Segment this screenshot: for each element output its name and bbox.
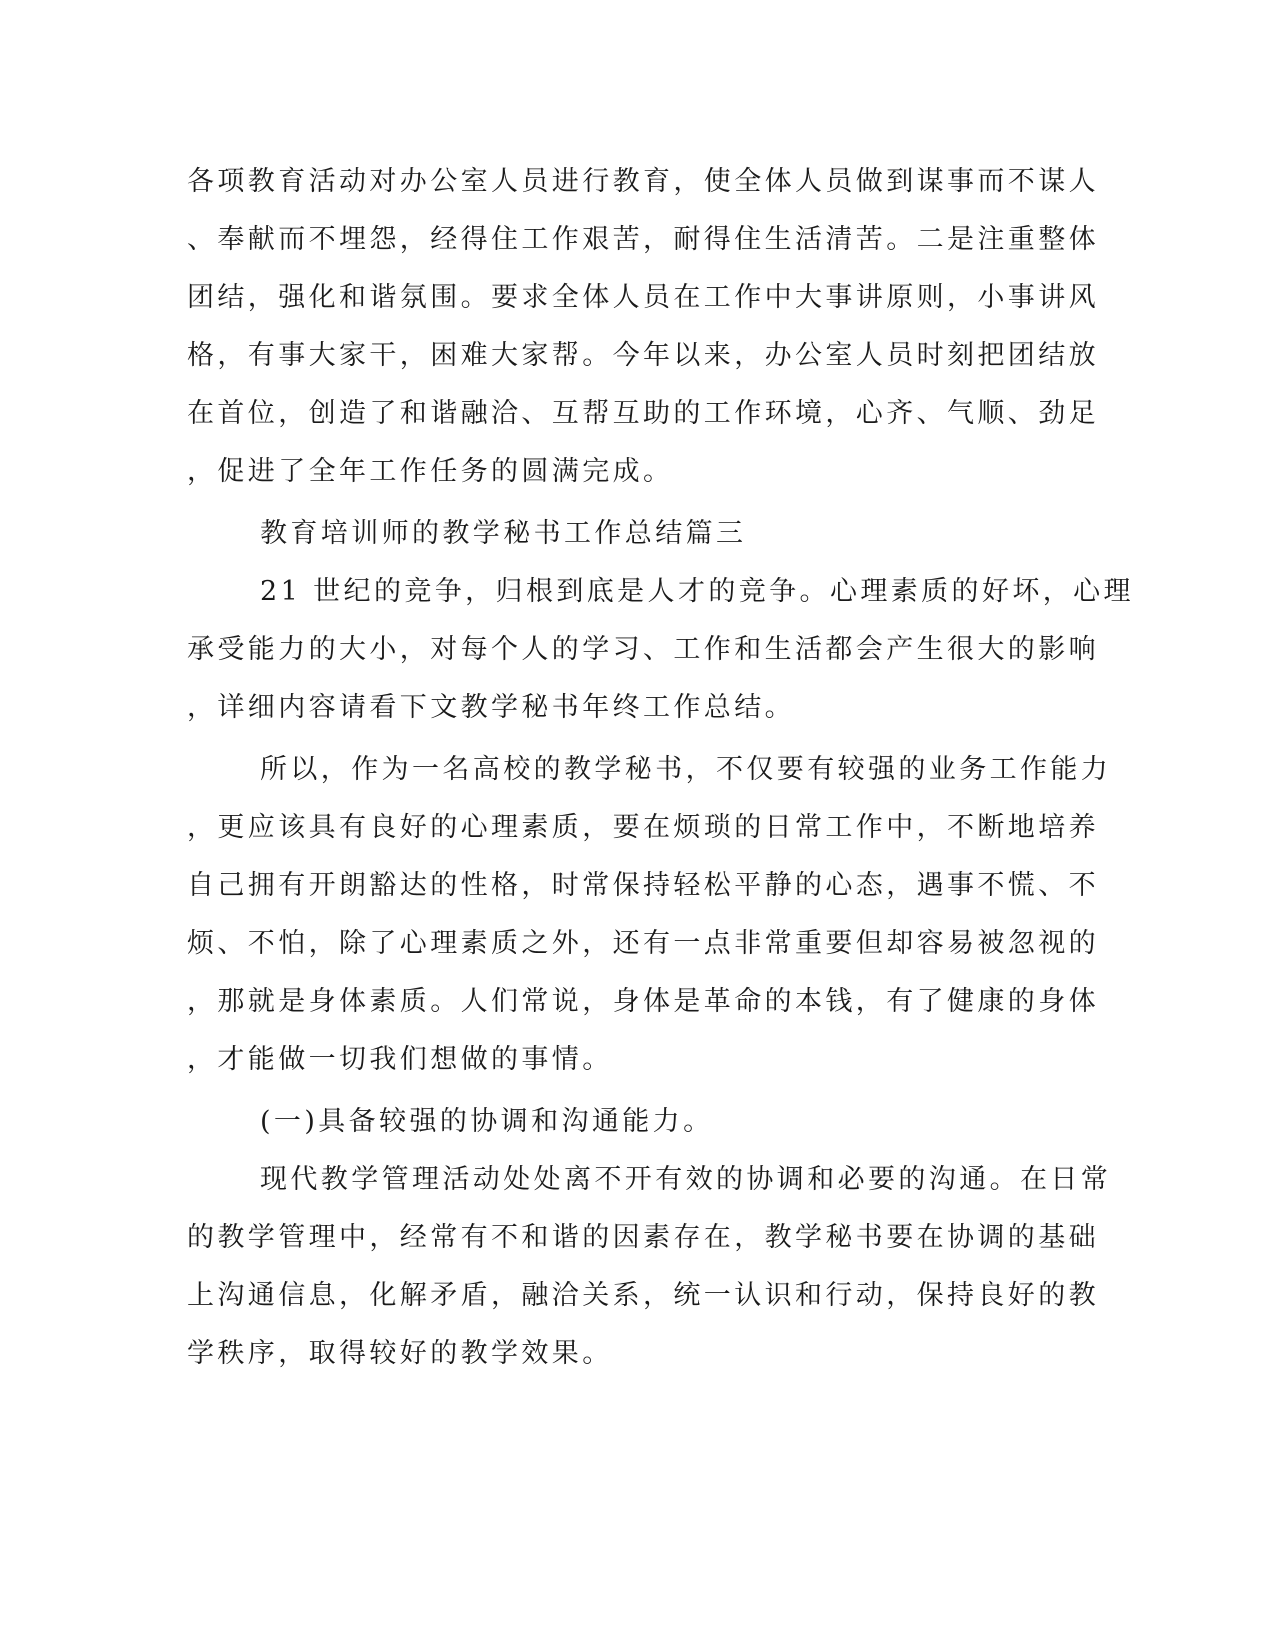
text-line: 所以，作为一名高校的教学秘书，不仅要有较强的业务工作能力 <box>260 754 1112 785</box>
text-line: 的教学管理中，经常有不和谐的因素存在，教学秘书要在协调的基础 <box>187 1222 1099 1253</box>
text-line: 各项教育活动对办公室人员进行教育，使全体人员做到谋事而不谋人 <box>187 166 1099 197</box>
section-heading: 教育培训师的教学秘书工作总结篇三 <box>260 518 747 549</box>
text-line: ，详细内容请看下文教学秘书年终工作总结。 <box>187 692 795 723</box>
text-line: 21 世纪的竞争，归根到底是人才的竞争。心理素质的好坏，心理 <box>260 576 1134 607</box>
text-line: 团结，强化和谐氛围。要求全体人员在工作中大事讲原则，小事讲风 <box>187 282 1099 313</box>
text-line: 上沟通信息，化解矛盾，融洽关系，统一认识和行动，保持良好的教 <box>187 1280 1099 1311</box>
text-line: 学秩序，取得较好的教学效果。 <box>187 1338 613 1369</box>
text-line: ，更应该具有良好的心理素质，要在烦琐的日常工作中，不断地培养 <box>187 812 1099 843</box>
text-line: 、奉献而不埋怨，经得住工作艰苦，耐得住生活清苦。二是注重整体 <box>187 224 1099 255</box>
subsection-heading: (一)具备较强的协调和沟通能力。 <box>260 1106 714 1137</box>
text-line: 自己拥有开朗豁达的性格，时常保持轻松平静的心态，遇事不慌、不 <box>187 870 1099 901</box>
text-line: ，才能做一切我们想做的事情。 <box>187 1044 613 1075</box>
text-line: 现代教学管理活动处处离不开有效的协调和必要的沟通。在日常 <box>260 1164 1112 1195</box>
text-line: 在首位，创造了和谐融洽、互帮互助的工作环境，心齐、气顺、劲足 <box>187 398 1099 429</box>
text-line: 承受能力的大小，对每个人的学习、工作和生活都会产生很大的影响 <box>187 634 1099 665</box>
text-line: 烦、不怕，除了心理素质之外，还有一点非常重要但却容易被忽视的 <box>187 928 1099 959</box>
text-line: ，促进了全年工作任务的圆满完成。 <box>187 456 674 487</box>
text-line: ，那就是身体素质。人们常说，身体是革命的本钱，有了健康的身体 <box>187 986 1099 1017</box>
text-line: 格，有事大家干，困难大家帮。今年以来，办公室人员时刻把团结放 <box>187 340 1099 371</box>
